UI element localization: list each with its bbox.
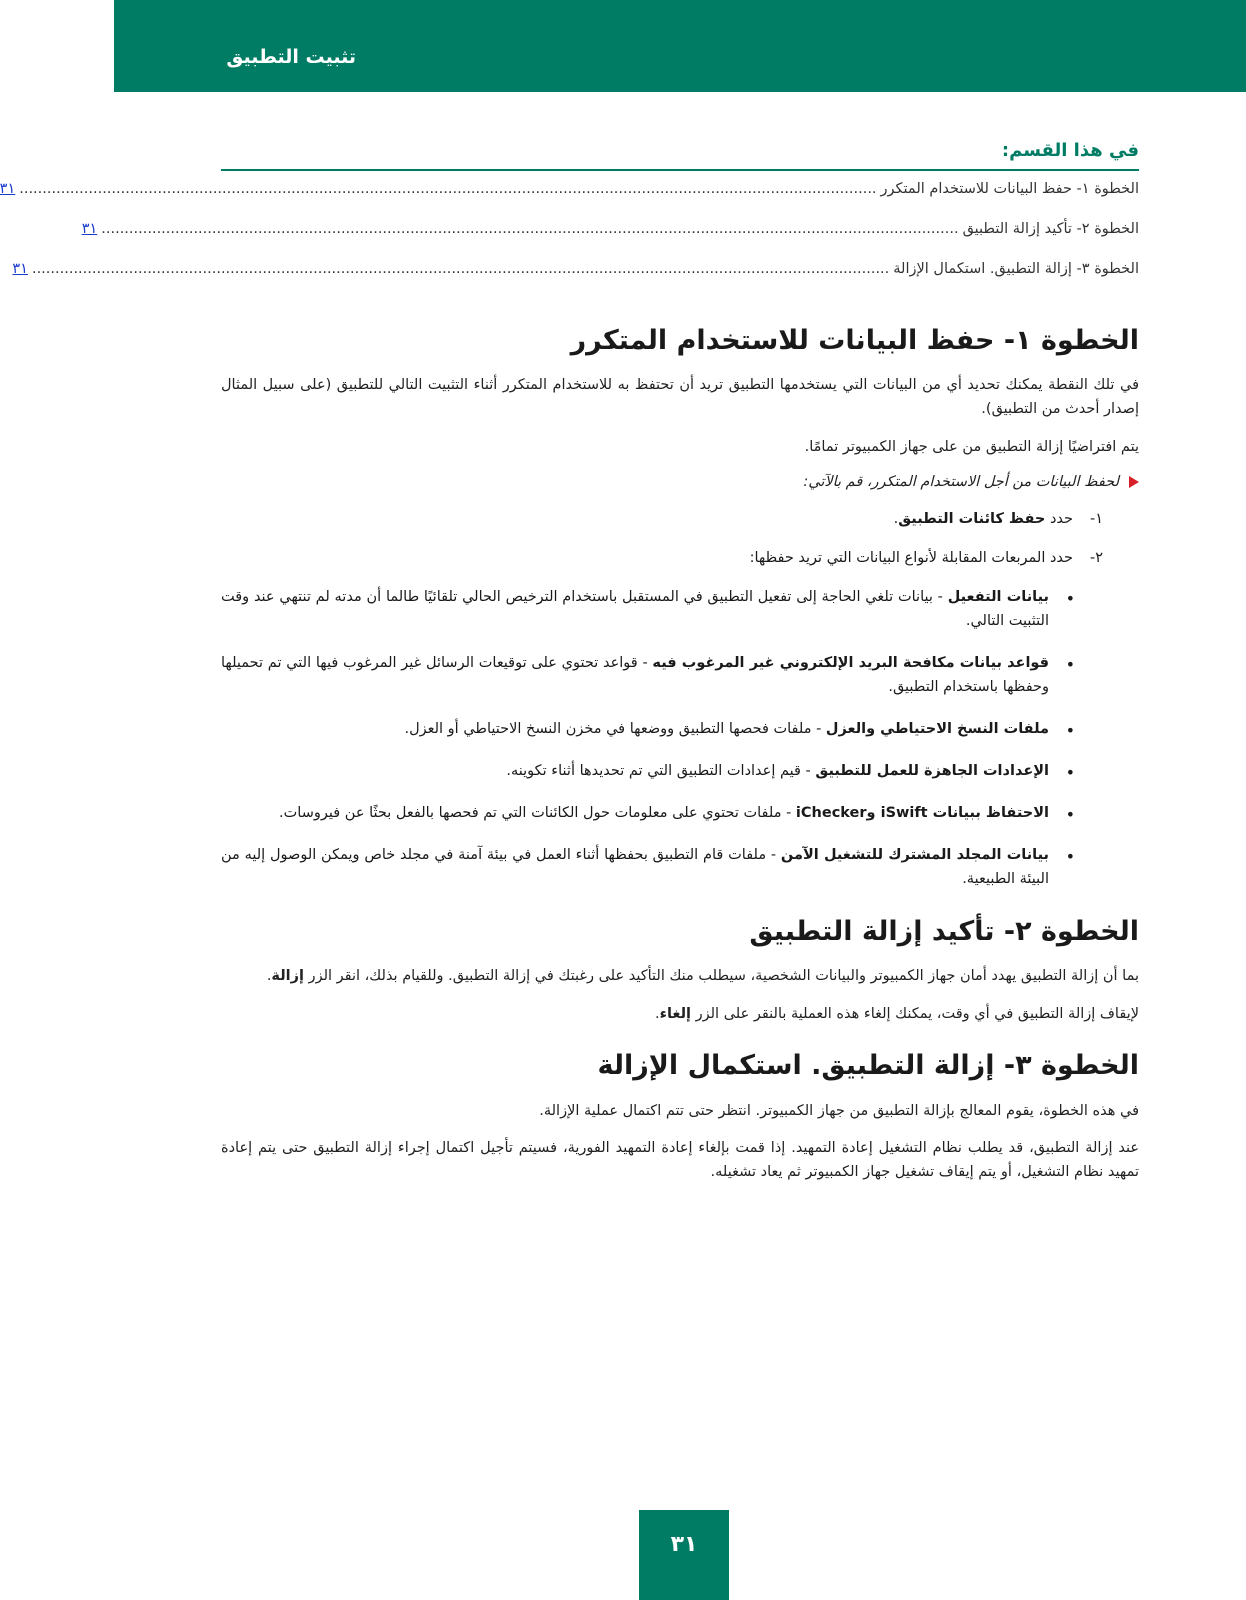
step-text: حدد حفظ كائنات التطبيق. [893,510,1073,527]
procedure-step [221,508,1103,531]
procedure-step [221,547,1103,570]
list-item: • الإعدادات الجاهزة للعمل للتطبيق - قيم إعدادات التطبيق التي تم تحديدها أثناء تكوينه. [221,760,1049,784]
toc-leader-dots: .......................................................................................................................................................................................... [31,261,890,277]
procedure-arrow-icon [1129,476,1139,488]
step1-intro: في تلك النقطة يمكنك تحديد أي من البيانات التي يستخدمها التطبيق تريد أن تحتفظ به للاستخدام المتكرر أثناء التثبيت التالي للتطبيق (على سبيل المثال إصدار أحدث من التطبيق). [221,377,1139,418]
step2-para1: بما أن إزالة التطبيق يهدد أمان جهاز الكمبيوتر والبيانات الشخصية، سيطلب منك التأكيد على رغبتك في إزالة التطبيق. وللقيام بذلك، انقر الزر إزالة. [266,967,1139,984]
step3-para1: في هذه الخطوة، يقوم المعالج بإزالة التطبيق من جهاز الكمبيوتر. انتظر حتى تتم اكتمال عملية الإزالة. [539,1102,1139,1119]
toc-item-label: الخطوة ١- حفظ البيانات للاستخدام المتكرر [880,181,1139,197]
toc-item-label: الخطوة ٢- تأكيد إزالة التطبيق [962,221,1139,237]
procedure-line [221,474,1139,490]
toc-leader-dots: .......................................................................................................................................................................................... [101,221,959,237]
toc-item[interactable] [12,261,1139,301]
step3-para2: عند إزالة التطبيق، قد يطلب نظام التشغيل إعادة التمهيد. إذا قمت بإلغاء إعادة التمهيد الفورية، فسيتم تأجيل اكتمال إجراء إزالة التطبيق حتى يتم إعادة تمهيد نظام التشغيل، أو يتم إيقاف تشغيل جهاز الكمبيوتر ثم يعاد تشغيله. [221,1140,1139,1181]
toc-leader-dots: .......................................................................................................................................................................................... [19,181,877,197]
list-item: • الاحتفاظ ببيانات iSwift وiChecker - ملفات تحتوي على معلومات حول الكائنات التي تم فحصها بالفعل بحثًا عن فيروسات. [221,802,1049,826]
step-text: حدد المربعات المقابلة لأنواع البيانات التي تريد حفظها: [749,550,1073,567]
step-number: ١- [1089,510,1103,527]
toc-item-label: الخطوة ٣- إزالة التطبيق. استكمال الإزالة [893,261,1139,277]
step1-heading: الخطوة ١- حفظ البيانات للاستخدام المتكرر [570,325,1139,356]
list-item: • بيانات المجلد المشترك للتشغيل الآمن - ملفات قام التطبيق بحفظها أثناء العمل في بيئة آمنة في مجلد خاص ويمكن الوصول إليه من البيئة الطبيعية. [221,844,1049,892]
toc-list [0,181,1139,301]
toc-page-link[interactable]: ٣١ [12,261,28,277]
toc-item[interactable] [0,181,1139,221]
step3-heading: الخطوة ٣- إزالة التطبيق. استكمال الإزالة [597,1050,1139,1082]
chapter-title: تثبيت التطبيق [226,46,356,68]
step2-heading: الخطوة ٢- تأكيد إزالة التطبيق [749,915,1139,947]
list-item: • قواعد بيانات مكافحة البريد الإلكتروني غير المرغوب فيه - قواعد تحتوي على توقيعات الرسائل غير المرغوب فيها التي تم تحميلها وحفظها باستخدام التطبيق. [221,652,1049,700]
toc-item[interactable] [81,221,1139,261]
list-item: • ملفات النسخ الاحتياطي والعزل - ملفات فحصها التطبيق ووضعها في مخزن النسخ الاحتياطي أو العزل. [221,718,1049,742]
data-types-list [221,586,1139,891]
page-number: ٣١ [670,1532,698,1557]
header-bar [114,0,1246,92]
toc-page-link[interactable]: ٣١ [0,181,16,197]
procedure-steps [221,508,1139,570]
step1-default-note: يتم افتراضيًا إزالة التطبيق من على جهاز الكمبيوتر تمامًا. [804,438,1139,455]
page-number-box [639,1510,729,1600]
step2-para2: لإيقاف إزالة التطبيق في أي وقت، يمكنك إلغاء هذه العملية بالنقر على الزر إلغاء. [654,1005,1139,1022]
step-number: ٢- [1089,550,1103,567]
procedure-title: لحفظ البيانات من أجل الاستخدام المتكرر، قم بالآتي: [803,473,1119,490]
list-item: • بيانات التفعيل - بيانات تلغي الحاجة إلى تفعيل التطبيق في المستقبل باستخدام الترخيص الحالي تلقائيًا طالما أن مدته لم تنتهي عند وقت التثبيت التالي. [221,586,1049,634]
toc-page-link[interactable]: ٣١ [81,221,98,237]
page-content [0,140,1139,1199]
toc-heading: في هذا القسم: [221,140,1139,171]
